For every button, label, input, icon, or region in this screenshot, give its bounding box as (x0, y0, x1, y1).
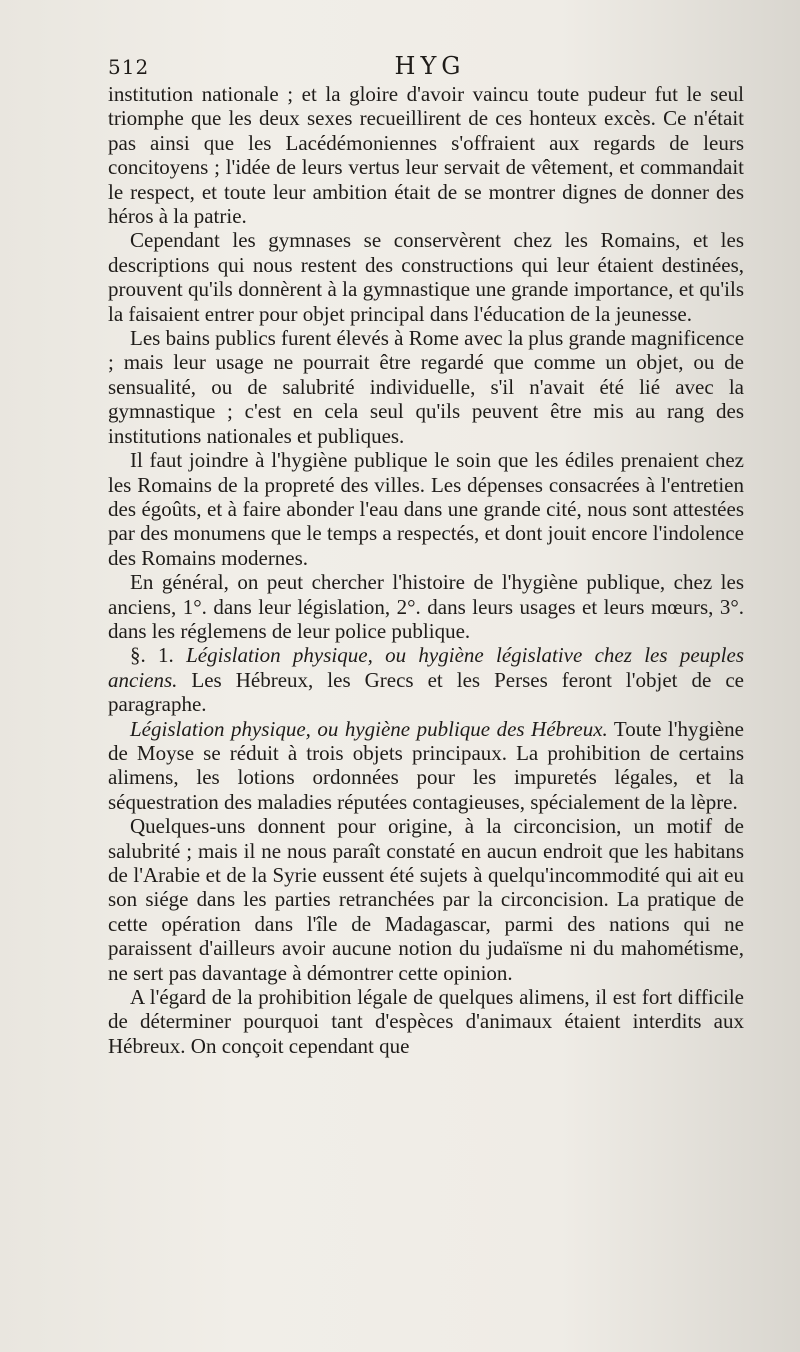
paragraph: Les bains publics furent élevés à Rome avec la plus grande magnificence ; mais leur usage ne pourrait être regardé que comme un objet, ou de sensualité, ou de salubrité individuelle, s'il n'avait été lié avec la gymnastique ; c'est en cela seul qu'ils peuvent être mis au rang des institutions nationales et publiques. (108, 326, 745, 448)
running-head: HYG (394, 52, 466, 80)
paragraph: Il faut joindre à l'hygiène publique le soin que les édiles prenaient chez les Romains de la propreté des villes. Les dépenses consacrées à l'entretien des égoûts, et à faire abonder l'eau dans une grande cité, nous sont attestées par des monumens que le temps a respectés, et dont jouit encore l'indolence des Romains modernes. (108, 448, 744, 570)
paragraph: Quelques-uns donnent pour origine, à la circoncision, un motif de salubrité ; mais il ne nous paraît constaté en aucun endroit que les habitans de l'Arabie et de la Syrie eussent été sujets à quelqu'incommodité qui ait eu son siége dans les parties retranchées par la circoncision. La pratique de cette opération dans l'île de Madagascar, parmi des nations qui ne paraissent d'ailleurs avoir aucune notion du judaïsme ni du mahométisme, ne sert pas davantage à démontrer cette opinion. (108, 814, 744, 985)
section-number: §. 1. (130, 643, 187, 668)
section-title: Législation physique, ou hygiène législative chez les peuples anciens. (108, 643, 745, 692)
paragraph: A l'égard de la prohibition légale de quelques alimens, il est fort difficile de déterminer pourquoi tant d'espèces d'animaux étaient interdits aux Hébreux. On conçoit cependant que (108, 985, 744, 1058)
section-text: Les Hébreux, les Grecs et les Perses feront l'objet de ce paragraphe. (108, 667, 744, 717)
page-header (108, 52, 752, 82)
subsection-title: Législation physique, ou hygiène publique des Hébreux. (130, 716, 608, 741)
paragraph: Cependant les gymnases se conservèrent chez les Romains, et les descriptions qui nous restent des constructions qui leur étaient destinées, prouvent qu'ils donnèrent à la gymnastique une grande importance, et qu'ils la faisaient entrer pour objet principal dans l'éducation de la jeunesse. (108, 228, 744, 326)
body-text (108, 82, 744, 1058)
subsection-text: Toute l'hygiène de Moyse se réduit à trois objets principaux. La prohibition de certains alimens, les lotions ordonnées pour les impuretés légales, et la séquestration des maladies réputées contagieuses, spécialement de la lèpre. (108, 716, 744, 814)
paragraph: En général, on peut chercher l'histoire de l'hygiène publique, chez les anciens, 1°. dans leur législation, 2°. dans leurs usages et leurs mœurs, 3°. dans les réglemens de leur police publique. (108, 570, 744, 643)
section-paragraph (108, 643, 744, 716)
paragraph: institution nationale ; et la gloire d'avoir vaincu toute pudeur fut le seul triomphe que les deux sexes recueillirent de ces honteux excès. Ce n'était pas ainsi que les Lacédémoniennes s'offraient aux regards de leurs concitoyens ; l'idée de leurs vertus leur servait de vêtement, et commandait le respect, et toute leur ambition était de se montrer dignes de donner des héros à la patrie. (108, 82, 744, 229)
subsection-paragraph (108, 717, 744, 815)
page-number: 512 (108, 55, 150, 79)
